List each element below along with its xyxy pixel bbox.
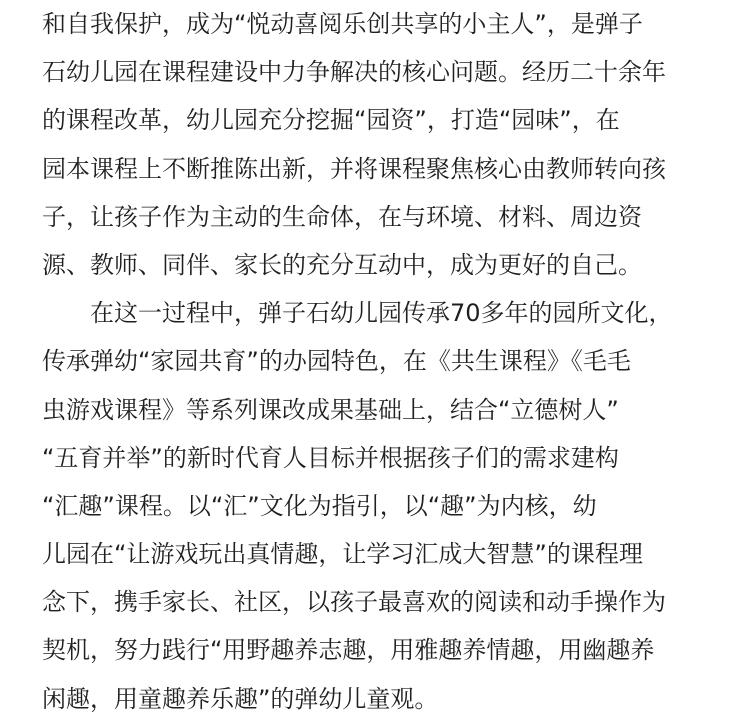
text-line: “汇趣”课程。以“汇”文化为指引，以“趣”为内核，幼 [42, 491, 597, 520]
text-line: 念下，携手家长、社区，以孩子最喜欢的阅读和动手操作为 [42, 588, 666, 617]
text-line: 园本课程上不断推陈出新，并将课程聚焦核心由教师转向孩 [42, 154, 666, 183]
text-line: 的课程改革，幼儿园充分挖掘“园资”，打造“园味”，在 [42, 106, 620, 135]
text-line: 石幼儿园在课程建设中力争解决的核心问题。经历二十余年 [42, 58, 666, 87]
text-line: 契机，努力践行“用野趣养志趣，用雅趣养情趣，用幽趣养 [42, 636, 655, 665]
text-line: 和自我保护，成为“悦动喜阅乐创共享的小主人”，是弹子 [42, 10, 643, 38]
paragraph-1 [42, 0, 714, 289]
text-line: 源、教师、同伴、家长的充分互动中，成为更好的自己。 [42, 250, 642, 279]
text-line: 闲趣，用童趣养乐趣”的弹幼儿童观。 [42, 684, 439, 713]
text-line: 在这一过程中，弹子石幼儿园传承70多年的园所文化， [90, 299, 673, 328]
text-line: 虫游戏课程》等系列课改成果基础上，结合“立德树人” [42, 395, 619, 424]
text-line: “五育并举”的新时代育人目标并根据孩子们的需求建构 [42, 443, 619, 472]
document-body [42, 0, 714, 723]
text-line: 传承弹幼“家园共育”的办园特色，在《共生课程》《毛毛 [42, 347, 631, 376]
paragraph-2 [42, 289, 714, 723]
text-line: 子，让孩子作为主动的生命体，在与环境、材料、周边资 [42, 202, 642, 231]
text-line: 儿园在“让游戏玩出真情趣，让学习汇成大智慧”的课程理 [42, 540, 643, 569]
